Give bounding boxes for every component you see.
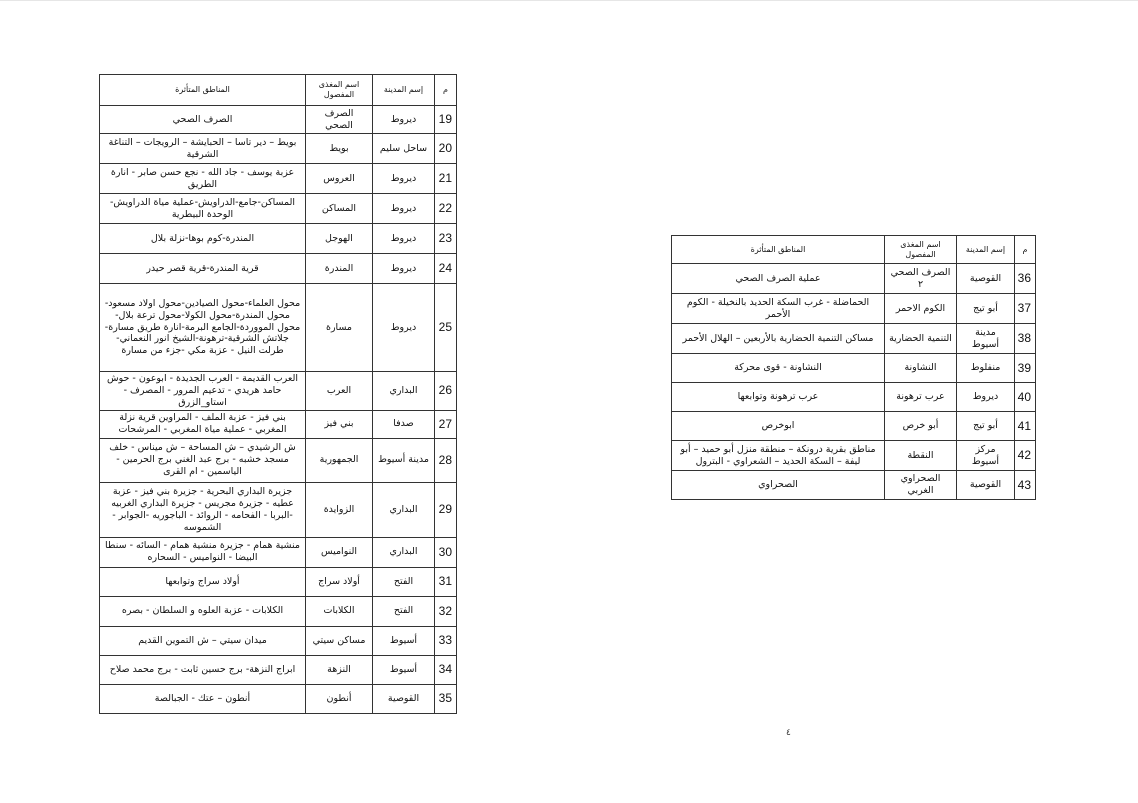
row-feeder: المساكن bbox=[306, 194, 373, 224]
row-num: 43 bbox=[1015, 471, 1036, 500]
table-row bbox=[100, 655, 457, 684]
row-feeder: الجمهورية bbox=[306, 438, 373, 482]
row-city: ديروط bbox=[373, 224, 435, 254]
row-areas: أولاد سراج وتوابعها bbox=[100, 567, 306, 596]
row-num: 28 bbox=[435, 438, 457, 482]
row-city: ديروط bbox=[373, 254, 435, 284]
table-row bbox=[100, 410, 457, 438]
row-feeder: العروس bbox=[306, 164, 373, 194]
row-num: 20 bbox=[435, 134, 457, 164]
row-areas: ابوخرص bbox=[672, 412, 885, 441]
row-feeder: النقطة bbox=[885, 441, 957, 471]
row-areas: جزيرة البداري البحرية - جزيرة بني فيز - عزبة عطيه - جزيرة مجريس - جزيرة البداري الغربيه -البربا - الفحامه - الروائد - الباجوريه -الجوابر - الشموسه bbox=[100, 482, 306, 537]
row-city: البداري bbox=[373, 537, 435, 567]
table-row bbox=[100, 106, 457, 134]
row-areas: بني فيز - عزبة الملف - المراوين قرية نزلة المغربي - عملية مياة المغربي - المرشحات bbox=[100, 410, 306, 438]
table-row bbox=[100, 567, 457, 596]
table-row bbox=[100, 254, 457, 284]
row-feeder: النواميس bbox=[306, 537, 373, 567]
row-city: ديروط bbox=[957, 383, 1015, 412]
row-feeder: الكوم الاحمر bbox=[885, 294, 957, 324]
row-areas: عزبة يوسف - جاد الله - نجع حسن صابر - انارة الطريق bbox=[100, 164, 306, 194]
table-row bbox=[100, 537, 457, 567]
row-feeder: التنمية الحضارية bbox=[885, 324, 957, 354]
header-city: إسم المدينة bbox=[957, 236, 1015, 264]
row-areas: بويط – دير تاسا – الحبايشة – الرويجات – التناغة الشرقية bbox=[100, 134, 306, 164]
row-feeder: الصرف الصحي ٢ bbox=[885, 264, 957, 294]
row-feeder: الزوايدة bbox=[306, 482, 373, 537]
row-num: 31 bbox=[435, 567, 457, 596]
row-city: أسيوط bbox=[373, 655, 435, 684]
row-num: 42 bbox=[1015, 441, 1036, 471]
row-num: 35 bbox=[435, 684, 457, 713]
row-num: 39 bbox=[1015, 354, 1036, 383]
table-row bbox=[672, 324, 1036, 354]
row-feeder: الكلابات bbox=[306, 596, 373, 626]
table-row bbox=[672, 294, 1036, 324]
header-feeder: اسم المغذى المفصول bbox=[306, 75, 373, 106]
table-row bbox=[100, 438, 457, 482]
row-num: 25 bbox=[435, 284, 457, 372]
row-num: 19 bbox=[435, 106, 457, 134]
row-num: 26 bbox=[435, 372, 457, 411]
row-areas: ش الرشيدي – ش المساحة – ش ميناس - خلف مسجد خشبه - برج عبد الغني برج الحرمين - الياسمين - ام القرى bbox=[100, 438, 306, 482]
row-num: 33 bbox=[435, 626, 457, 655]
row-feeder: العرب bbox=[306, 372, 373, 411]
row-areas: عرب ترهونة وتوابعها bbox=[672, 383, 885, 412]
row-feeder: أولاد سراج bbox=[306, 567, 373, 596]
table-row bbox=[672, 412, 1036, 441]
outage-table-right bbox=[671, 235, 1036, 500]
row-areas: العرب القديمة - العرب الجديدة - ابوعون - حوش حامد هريدي - تدعيم المرور - المصرف - استاو_الزرق bbox=[100, 372, 306, 411]
table-row bbox=[100, 482, 457, 537]
row-city: مدينة أسيوط bbox=[373, 438, 435, 482]
row-city: مركز أسيوط bbox=[957, 441, 1015, 471]
header-feeder: اسم المغذى المفصول bbox=[885, 236, 957, 264]
row-feeder: المندرة bbox=[306, 254, 373, 284]
row-city: مدينة أسيوط bbox=[957, 324, 1015, 354]
row-feeder: النشاونة bbox=[885, 354, 957, 383]
row-feeder: بويط bbox=[306, 134, 373, 164]
row-city: ديروط bbox=[373, 284, 435, 372]
table-row bbox=[100, 164, 457, 194]
table-row bbox=[672, 354, 1036, 383]
row-city: صدفا bbox=[373, 410, 435, 438]
row-feeder: مسارة bbox=[306, 284, 373, 372]
row-num: 36 bbox=[1015, 264, 1036, 294]
table-row bbox=[672, 264, 1036, 294]
row-city: ديروط bbox=[373, 106, 435, 134]
row-num: 38 bbox=[1015, 324, 1036, 354]
row-areas: قرية المندرة-قرية قصر حيدر bbox=[100, 254, 306, 284]
row-areas: الكلابات - عزبة العلوه و السلطان - بصره bbox=[100, 596, 306, 626]
row-city: الفتح bbox=[373, 596, 435, 626]
row-num: 22 bbox=[435, 194, 457, 224]
table-row bbox=[100, 134, 457, 164]
page-top-edge bbox=[0, 0, 1138, 1]
row-areas: الصحراوي bbox=[672, 471, 885, 500]
row-areas: ابراج النزهة- برج حسين ثابت - برج محمد صلاح bbox=[100, 655, 306, 684]
header-num: م bbox=[1015, 236, 1036, 264]
table-row bbox=[100, 684, 457, 713]
row-feeder: مساكن سيتي bbox=[306, 626, 373, 655]
row-areas: الحماضلة - غرب السكة الحديد بالنخيلة - الكوم الأحمر bbox=[672, 294, 885, 324]
table-row bbox=[672, 441, 1036, 471]
table-row bbox=[100, 626, 457, 655]
row-feeder: أبو خرص bbox=[885, 412, 957, 441]
row-city: منفلوط bbox=[957, 354, 1015, 383]
row-num: 37 bbox=[1015, 294, 1036, 324]
table-header-row bbox=[100, 75, 457, 106]
row-feeder: النزهة bbox=[306, 655, 373, 684]
table-row bbox=[672, 471, 1036, 500]
header-areas: المناطق المتأثرة bbox=[100, 75, 306, 106]
row-areas: المساكن-جامع-الدراويش-عملية مياة الدراويش-الوحدة البيطرية bbox=[100, 194, 306, 224]
row-city: أبو تيج bbox=[957, 294, 1015, 324]
row-feeder: عرب ترهونة bbox=[885, 383, 957, 412]
row-num: 24 bbox=[435, 254, 457, 284]
row-areas: مساكن التنمية الحضارية بالأربعين – الهلال الأحمر bbox=[672, 324, 885, 354]
row-city: البداري bbox=[373, 372, 435, 411]
row-city: ساحل سليم bbox=[373, 134, 435, 164]
row-feeder: الصحراوي الغربي bbox=[885, 471, 957, 500]
row-city: القوصية bbox=[957, 264, 1015, 294]
row-areas: أنطون – عتك - الجبالصة bbox=[100, 684, 306, 713]
page-number: ٤ bbox=[786, 728, 791, 738]
row-areas: الصرف الصحي bbox=[100, 106, 306, 134]
table-row bbox=[100, 284, 457, 372]
header-num: م bbox=[435, 75, 457, 106]
row-num: 40 bbox=[1015, 383, 1036, 412]
row-city: أبو تيج bbox=[957, 412, 1015, 441]
table-row bbox=[100, 372, 457, 411]
outage-table-left bbox=[99, 74, 457, 714]
row-areas: مناطق بقرية درونكة – منطقة منزل أبو حميد – أبو ليفة – السكة الحديد – الشعراوي - البترول bbox=[672, 441, 885, 471]
row-areas: محول العلماء-محول الصيادين-محول اولاد مسعود-محول المندرة-محول الكولا-محول ترعة بلال-محول المووردة-الجامع البرمة-انارة طريق مسارة-جلاتش الشرقية-ترهونة-الشيخ انور النعماني-طرلت النيل - عزبة مكي -جزء من مسارة bbox=[100, 284, 306, 372]
table-header-row bbox=[672, 236, 1036, 264]
table-row bbox=[100, 596, 457, 626]
row-areas: عملية الصرف الصحي bbox=[672, 264, 885, 294]
row-city: القوصية bbox=[373, 684, 435, 713]
row-feeder: بني فيز bbox=[306, 410, 373, 438]
row-feeder: أنطون bbox=[306, 684, 373, 713]
row-city: ديروط bbox=[373, 194, 435, 224]
table-row bbox=[100, 194, 457, 224]
row-areas: النشاونة - قوى محركة bbox=[672, 354, 885, 383]
row-num: 21 bbox=[435, 164, 457, 194]
row-city: أسيوط bbox=[373, 626, 435, 655]
row-num: 41 bbox=[1015, 412, 1036, 441]
row-num: 30 bbox=[435, 537, 457, 567]
row-city: الفتح bbox=[373, 567, 435, 596]
row-feeder: الهوجل bbox=[306, 224, 373, 254]
header-city: إسم المدينة bbox=[373, 75, 435, 106]
row-num: 34 bbox=[435, 655, 457, 684]
row-city: البداري bbox=[373, 482, 435, 537]
row-city: ديروط bbox=[373, 164, 435, 194]
row-num: 32 bbox=[435, 596, 457, 626]
table-row bbox=[100, 224, 457, 254]
row-num: 29 bbox=[435, 482, 457, 537]
header-areas: المناطق المتأثرة bbox=[672, 236, 885, 264]
row-areas: المندرة-كوم بوها-نزلة بلال bbox=[100, 224, 306, 254]
table-row bbox=[672, 383, 1036, 412]
row-num: 27 bbox=[435, 410, 457, 438]
row-areas: ميدان سيتي – ش التموين القديم bbox=[100, 626, 306, 655]
row-city: القوصية bbox=[957, 471, 1015, 500]
row-num: 23 bbox=[435, 224, 457, 254]
row-areas: منشية همام - جزيرة منشية همام - السائه - سنطا البيضا - النواميس - السحاره bbox=[100, 537, 306, 567]
row-feeder: الصرف الصحي bbox=[306, 106, 373, 134]
